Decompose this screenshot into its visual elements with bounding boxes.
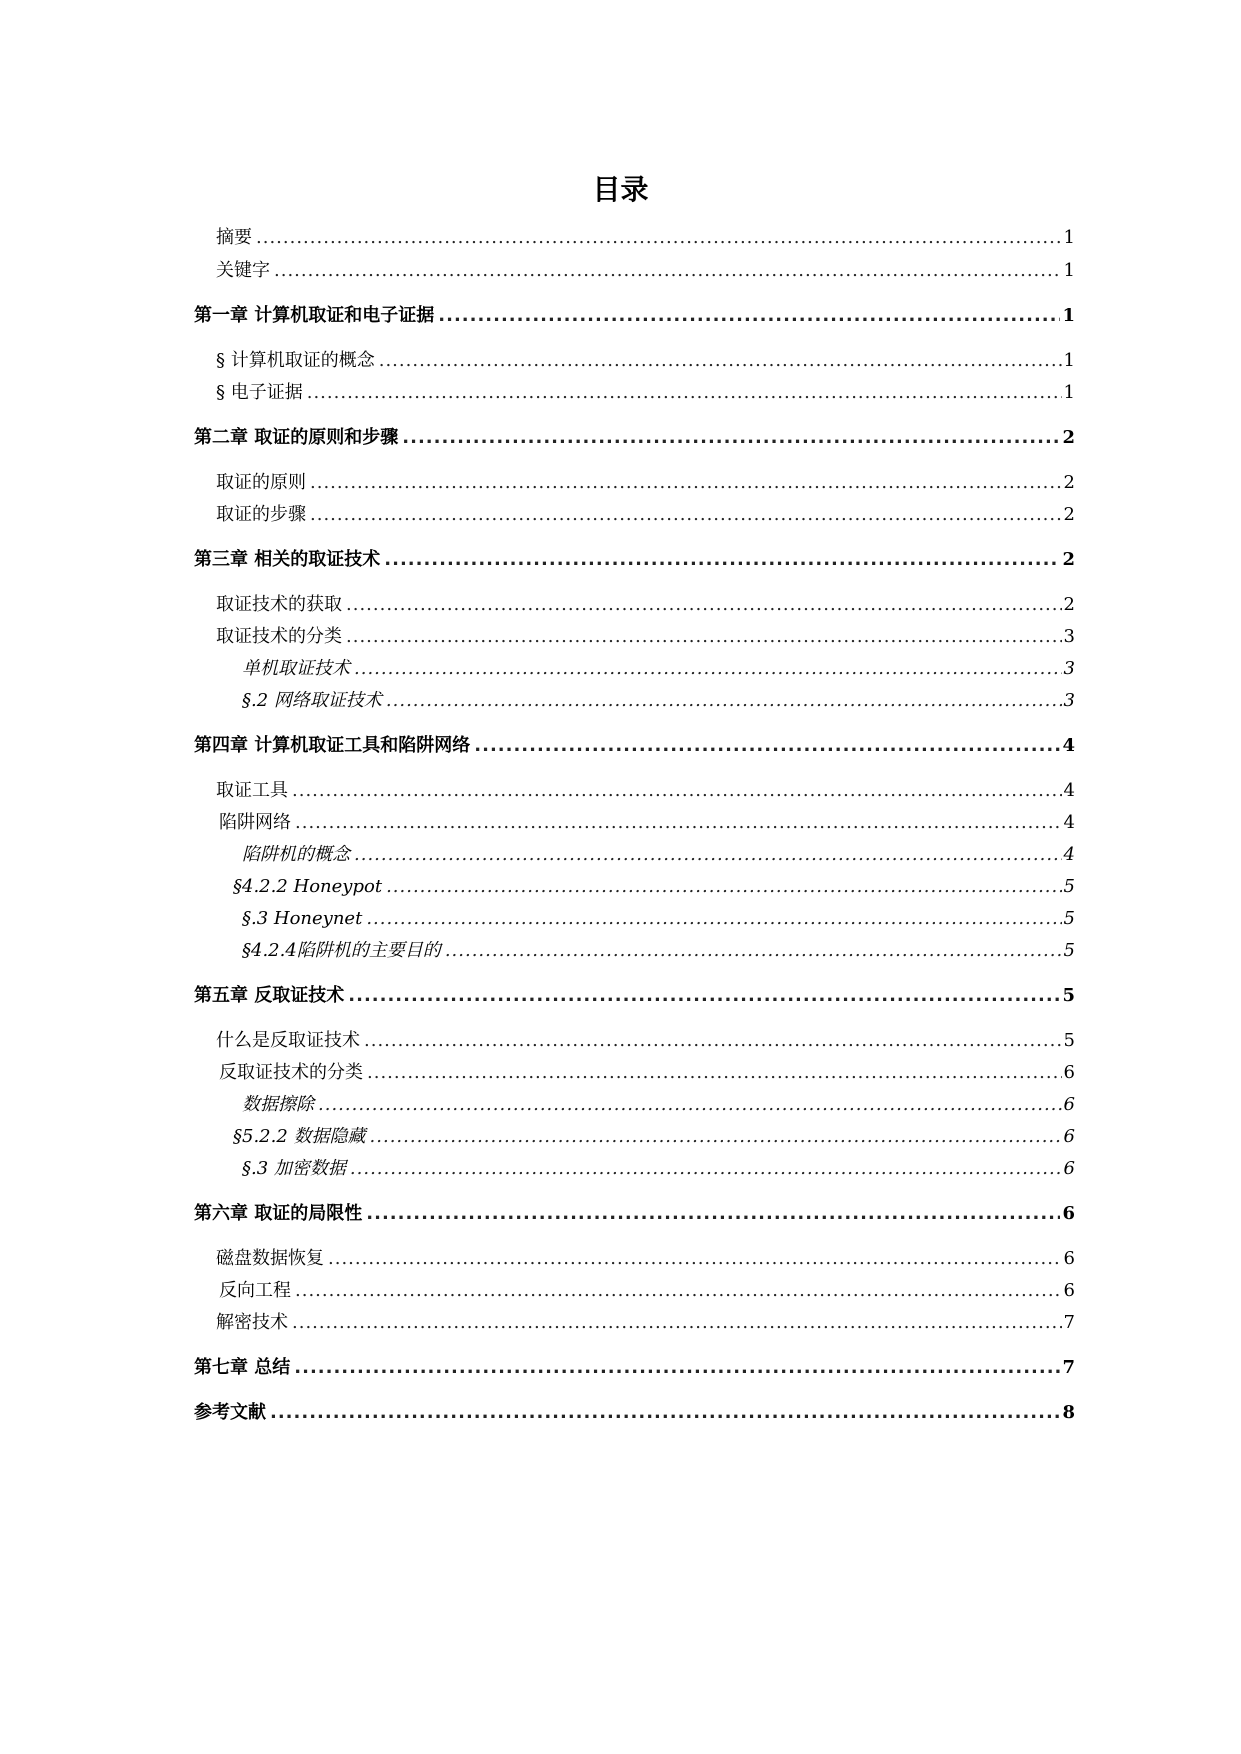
toc-entry-label: 陷阱网络 [219, 812, 291, 833]
toc-entry-page-number: 2 [1062, 427, 1075, 448]
toc-entry-page-number: 5 [1063, 876, 1075, 897]
dot-leader [328, 1244, 1062, 1274]
toc-chapter-4[interactable] [194, 731, 1075, 761]
toc-entry-page-number: 7 [1062, 1357, 1075, 1378]
toc-entry-label: §4.2.2 Honeypot [233, 876, 383, 897]
toc-chapter-label: 第七章 总结 [194, 1357, 291, 1378]
dot-leader [270, 1398, 1060, 1428]
dot-leader [346, 590, 1062, 620]
toc-entry-label: 取证技术的分类 [216, 626, 342, 647]
toc-entry-page-number: 5 [1063, 940, 1075, 961]
dot-leader [370, 1122, 1062, 1152]
toc-section-2-1[interactable] [216, 468, 1075, 498]
dot-leader [294, 1353, 1060, 1383]
toc-entry-page-number: 6 [1063, 1158, 1075, 1179]
toc-entry-label: §.3 Honeynet [242, 908, 363, 929]
toc-subsection-5-2-2[interactable] [233, 1122, 1075, 1152]
toc-entry-label: 单机取证技术 [242, 658, 350, 679]
dot-leader [295, 1276, 1062, 1306]
dot-leader [354, 654, 1062, 684]
dot-leader [366, 904, 1061, 934]
toc-section-1-2[interactable] [216, 378, 1075, 408]
toc-chapter-label: 第三章 相关的取证技术 [194, 549, 381, 570]
toc-title: 目录 [592, 173, 649, 206]
toc-entry-page-number: 3 [1063, 626, 1075, 647]
toc-entry-label: 什么是反取证技术 [216, 1030, 360, 1051]
toc-section-5-2[interactable] [219, 1058, 1075, 1088]
toc-entry-page-number: 2 [1063, 472, 1075, 493]
dot-leader [292, 776, 1062, 806]
toc-entry-page-number: 4 [1062, 735, 1075, 756]
toc-chapter-7[interactable] [194, 1353, 1075, 1383]
dot-leader [310, 468, 1062, 498]
dot-leader [307, 378, 1062, 408]
toc-entry-page-number: 5 [1063, 1030, 1075, 1051]
dot-leader [256, 223, 1062, 253]
dot-leader [346, 622, 1062, 652]
toc-entry-page-number: 2 [1063, 504, 1075, 525]
toc-subsection-5-2-3[interactable] [242, 1154, 1075, 1184]
toc-chapter-label: 第一章 计算机取证和电子证据 [194, 305, 435, 326]
toc-entry-page-number: 1 [1063, 350, 1075, 371]
toc-entry-page-number: 6 [1063, 1094, 1075, 1115]
toc-entry-label: 摘要 [216, 227, 252, 248]
toc-entry-label: 磁盘数据恢复 [216, 1248, 324, 1269]
toc-entry-page-number: 6 [1063, 1126, 1075, 1147]
toc-entry-label: § 计算机取证的概念 [216, 350, 375, 371]
toc-entry-page-number: 4 [1063, 812, 1075, 833]
toc-entry-page-number: 6 [1063, 1062, 1075, 1083]
toc-subsection-3-2-2[interactable] [242, 686, 1075, 716]
toc-chapter-label: 第二章 取证的原则和步骤 [194, 427, 399, 448]
toc-entry-label: 关键字 [216, 260, 270, 281]
toc-entry-keywords[interactable] [216, 256, 1075, 286]
toc-entry-page-number: 3 [1063, 658, 1075, 679]
toc-entry-label: §4.2.4陷阱机的主要目的 [242, 940, 441, 961]
toc-section-5-1[interactable] [216, 1026, 1075, 1056]
dot-leader [438, 301, 1060, 331]
toc-entry-label: § 电子证据 [216, 382, 303, 403]
toc-entry-abstract[interactable] [216, 223, 1075, 253]
toc-entry-page-number: 2 [1062, 549, 1075, 570]
toc-subsection-3-2-1[interactable] [242, 654, 1075, 684]
dot-leader [384, 545, 1060, 575]
toc-entry-page-number: 4 [1063, 780, 1075, 801]
toc-entry-page-number: 6 [1063, 1248, 1075, 1269]
toc-entry-page-number: 6 [1062, 1203, 1075, 1224]
dot-leader [292, 1308, 1062, 1338]
toc-entry-page-number: 3 [1063, 690, 1075, 711]
toc-entry-page-number: 2 [1063, 594, 1075, 615]
toc-entry-label: 解密技术 [216, 1312, 288, 1333]
toc-entry-page-number: 6 [1063, 1280, 1075, 1301]
toc-entry-page-number: 4 [1063, 844, 1075, 865]
toc-entry-label: §.3 加密数据 [242, 1158, 346, 1179]
toc-entry-page-number: 7 [1063, 1312, 1075, 1333]
dot-leader [348, 981, 1060, 1011]
toc-chapter-label: 参考文献 [194, 1402, 266, 1423]
dot-leader [386, 872, 1061, 902]
toc-entry-page-number: 5 [1062, 985, 1075, 1006]
toc-chapter-2[interactable] [194, 423, 1075, 453]
toc-entry-label: §5.2.2 数据隐藏 [233, 1126, 366, 1147]
dot-leader [354, 840, 1062, 870]
toc-entry-label: 反向工程 [219, 1280, 291, 1301]
dot-leader [364, 1026, 1062, 1056]
toc-entry-label: 取证工具 [216, 780, 288, 801]
toc-entry-page-number: 1 [1063, 260, 1075, 281]
toc-entry-label: 反取证技术的分类 [219, 1062, 363, 1083]
toc-entry-label: 取证技术的获取 [216, 594, 342, 615]
toc-section-3-2[interactable] [216, 622, 1075, 652]
dot-leader [350, 1154, 1062, 1184]
toc-entry-page-number: 1 [1063, 382, 1075, 403]
toc-entry-label: 取证的步骤 [216, 504, 306, 525]
dot-leader [379, 346, 1062, 376]
dot-leader [445, 936, 1062, 966]
toc-chapter-5[interactable] [194, 981, 1075, 1011]
toc-section-1-1[interactable] [216, 346, 1075, 376]
toc-subsection-4-2-1[interactable] [242, 840, 1075, 870]
toc-chapter-label: 第五章 反取证技术 [194, 985, 345, 1006]
dot-leader [310, 500, 1062, 530]
dot-leader [367, 1058, 1062, 1088]
toc-entry-label: 陷阱机的概念 [242, 844, 350, 865]
toc-chapter-6[interactable] [194, 1199, 1075, 1229]
toc-section-4-2[interactable] [219, 808, 1075, 838]
dot-leader [318, 1090, 1062, 1120]
toc-section-4-1[interactable] [216, 776, 1075, 806]
toc-entry-label: 取证的原则 [216, 472, 306, 493]
toc-section-3-1[interactable] [216, 590, 1075, 620]
dot-leader [295, 808, 1062, 838]
toc-entry-label: §.2 网络取证技术 [242, 690, 382, 711]
toc-entry-page-number: 5 [1063, 908, 1075, 929]
toc-section-6-3[interactable] [216, 1308, 1075, 1338]
dot-leader [474, 731, 1060, 761]
toc-entry-label: 数据擦除 [242, 1094, 314, 1115]
toc-chapter-label: 第四章 计算机取证工具和陷阱网络 [194, 735, 471, 756]
dot-leader [366, 1199, 1060, 1229]
toc-subsection-4-2-4[interactable] [242, 936, 1075, 966]
toc-chapter-3[interactable] [194, 545, 1075, 575]
toc-chapter-label: 第六章 取证的局限性 [194, 1203, 363, 1224]
dot-leader [402, 423, 1060, 453]
toc-subsection-4-2-3[interactable] [242, 904, 1075, 934]
toc-section-6-2[interactable] [219, 1276, 1075, 1306]
toc-entry-page-number: 8 [1062, 1402, 1075, 1423]
toc-entry-page-number: 1 [1062, 305, 1075, 326]
toc-references[interactable] [194, 1398, 1075, 1428]
dot-leader [386, 686, 1062, 716]
toc-subsection-5-2-1[interactable] [242, 1090, 1075, 1120]
toc-section-6-1[interactable] [216, 1244, 1075, 1274]
toc-section-2-2[interactable] [216, 500, 1075, 530]
dot-leader [274, 256, 1062, 286]
toc-chapter-1[interactable] [194, 301, 1075, 331]
toc-subsection-4-2-2[interactable] [233, 872, 1075, 902]
toc-entry-page-number: 1 [1063, 227, 1075, 248]
